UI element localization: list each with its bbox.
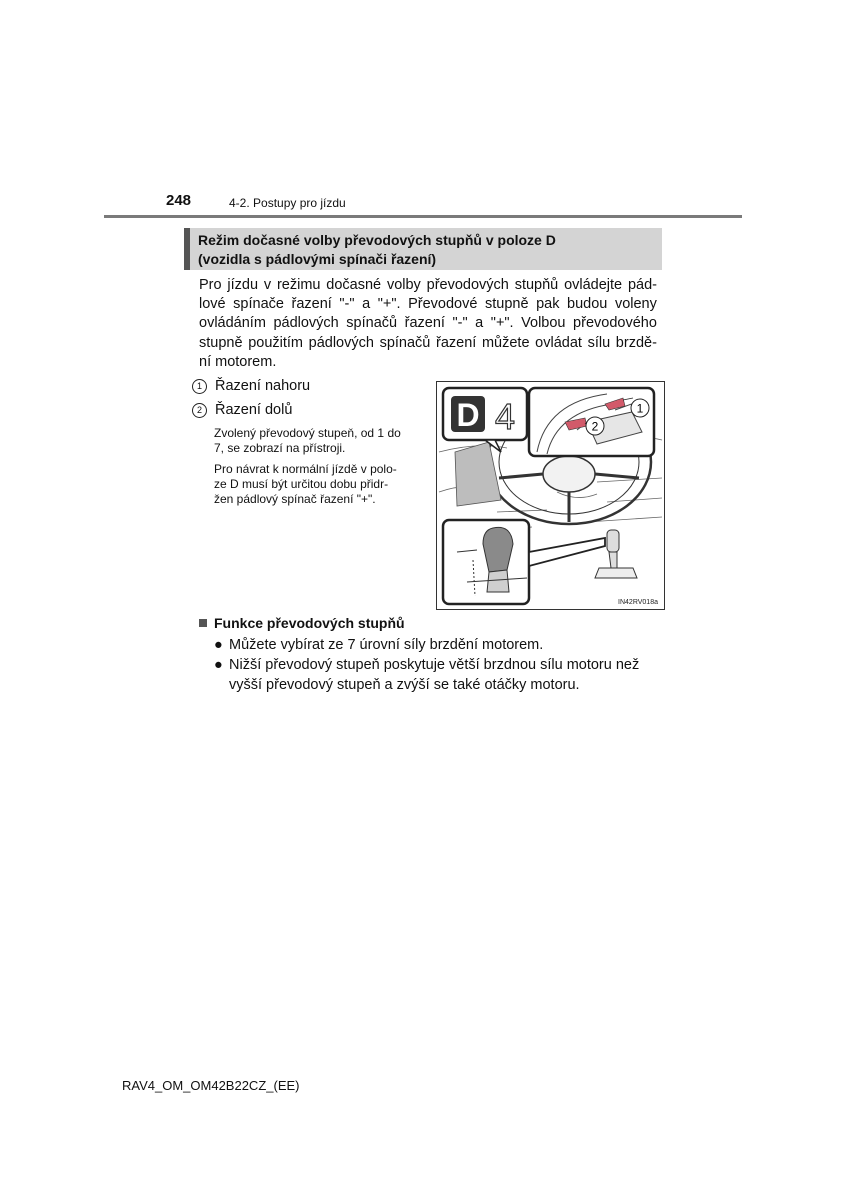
header-rule [104,215,742,218]
display-gear-letter: D [456,397,480,433]
intro-word: stupňů [514,277,559,293]
circled-number-2: 2 [192,403,207,418]
intro-word: pádlových [273,315,339,332]
figure-code: IN42RV018a [618,599,658,606]
subsection-heading [199,615,405,631]
intro-word: řazení [436,334,477,351]
section-heading-line-1: Režim dočasné volby převodových stupňů v poloze D [198,232,556,248]
intro-word: režimu [276,277,321,293]
note-line: žen pádlový spínač řazení "+". [214,492,376,506]
intro-line: ní motorem. [199,353,277,370]
intro-word: stupně [199,334,243,351]
note-line: Zvolený převodový stupeň, od 1 do [214,426,401,440]
intro-word: jízdu [227,277,259,293]
intro-word: řazení [404,315,445,332]
intro-word: "-" [452,315,468,332]
footer-code: RAV4_OM_OM42B22CZ_(EE) [122,1078,300,1093]
intro-word: spínačů [379,334,431,351]
paddle-shift-illustration [436,381,665,610]
intro-word: a [362,296,371,313]
bullet-text-continuation: vyšší převodový stupeň a zvýší se také otáčky motoru. [229,677,580,693]
display-gear-number: 4 [494,396,516,437]
bullet-text: Nižší převodový stupeň poskytuje větší brzdnou sílu motoru než [229,657,640,673]
note-return-normal [214,462,426,507]
intro-word: ovládáním [199,315,266,332]
intro-word: "+". [377,296,401,313]
intro-word: spínače [233,296,284,313]
intro-word: dočasné [326,277,382,293]
note-line: Pro návrat k normální jízdě v polo- [214,462,397,476]
intro-word: pád- [627,277,657,293]
section-heading-line-2: (vozidla s pádlovými spínači řazení) [198,251,437,267]
intro-word: ovládat [535,334,582,351]
legend-label-upshift: Řazení nahoru [215,378,311,394]
section-heading-box [184,228,662,270]
gear-display-d4 [443,388,527,452]
intro-word: převodových [426,277,509,293]
legend-item-upshift [192,378,432,394]
circled-number-1: 1 [192,379,207,394]
intro-word: sílu [587,334,611,351]
intro-word: budou [567,296,608,313]
intro-word: převodového [573,315,657,332]
intro-word: v [263,277,272,293]
intro-line [199,276,657,295]
intro-line [199,334,657,353]
section-reference: 4-2. Postupy pro jízdu [229,196,346,210]
callout-2-text: 2 [591,419,599,434]
square-bullet-icon [199,619,207,627]
intro-word: pádlových [308,334,374,351]
intro-word: lové [199,296,226,313]
intro-word: můžete [481,334,530,351]
intro-word: "-" [339,296,355,313]
intro-word: Převodové [408,296,478,313]
intro-line [199,314,657,333]
intro-word: ovládejte [564,277,623,293]
intro-word: spínačů [346,315,398,332]
bullet-dot-icon: ● [214,637,223,653]
shift-lever-small [595,530,637,578]
note-line: ze D musí být určitou dobu přidr- [214,477,389,491]
intro-word: Volbou [521,315,566,332]
page-number: 248 [166,192,192,209]
intro-word: voleny [614,296,657,313]
intro-word: stupně [484,296,529,313]
intro-word: použitím [248,334,303,351]
legend-label-downshift: Řazení dolů [215,402,293,418]
intro-line [199,295,657,314]
bullet-dot-icon: ● [214,657,223,673]
bullet-item [214,635,543,655]
intro-paragraph [199,276,657,372]
callout-1-text: 1 [636,401,644,416]
intro-word: brzdě- [615,334,657,351]
intro-word: Pro [199,277,222,293]
note-gear-display [214,426,426,456]
note-line: 7, se zobrazí na přístroji. [214,441,346,455]
subsection-title: Funkce převodových stupňů [214,615,405,631]
intro-word: pak [536,296,560,313]
intro-word: "+". [490,315,514,332]
legend-item-downshift [192,402,432,418]
intro-word: volby [386,277,421,293]
intro-word: řazení [291,296,332,313]
bullet-item [214,655,639,695]
intro-word: a [475,315,484,332]
bullet-text: Můžete vybírat ze 7 úrovní síly brzdění motorem. [229,637,544,653]
